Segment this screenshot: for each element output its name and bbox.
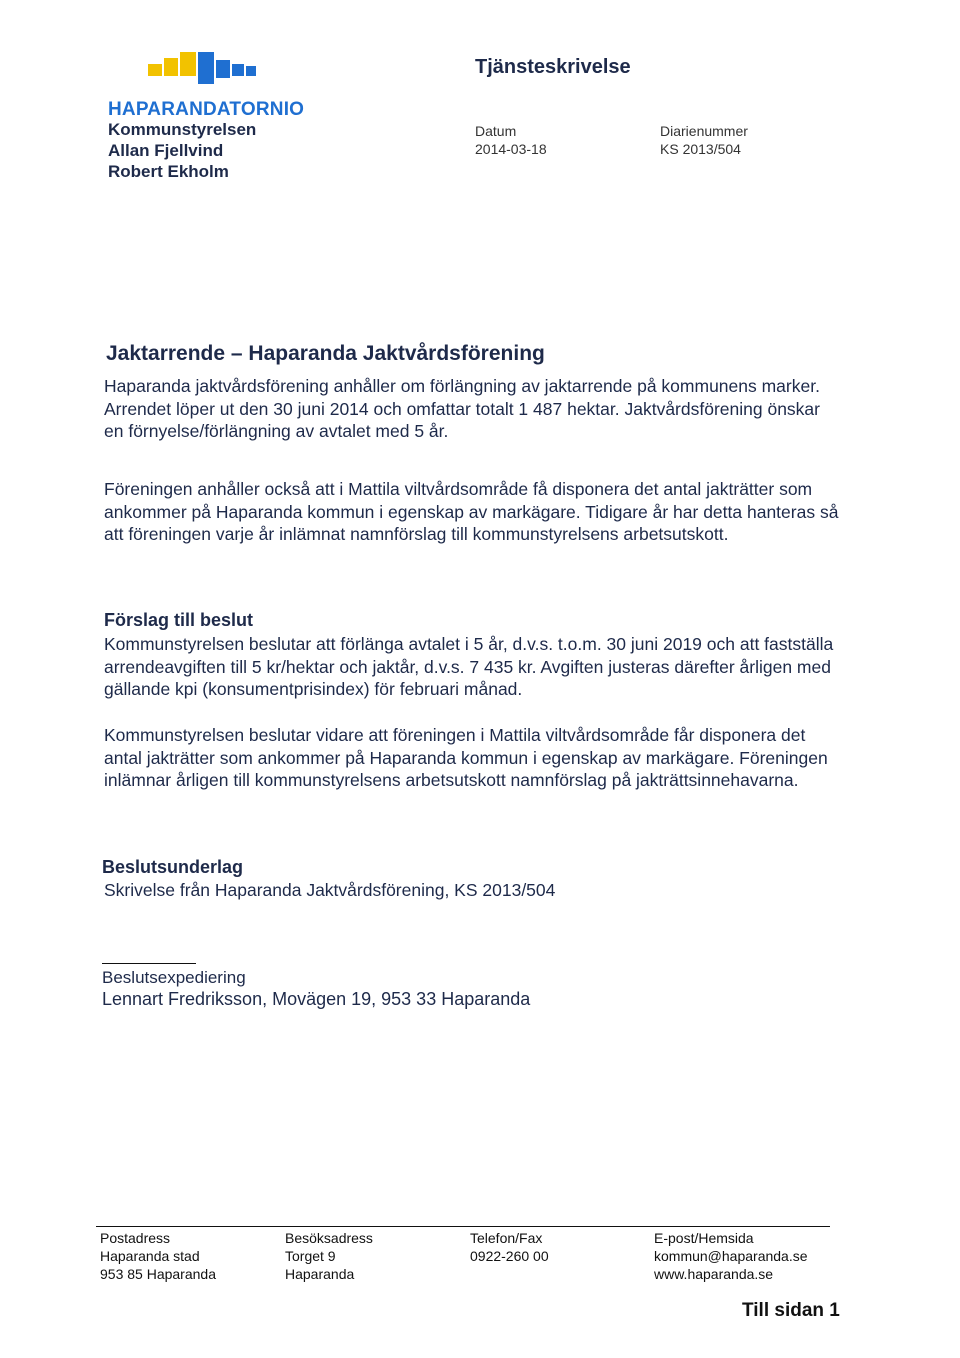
expedition-heading: Beslutsexpediering (102, 968, 246, 987)
diary-value: KS 2013/504 (660, 141, 741, 157)
body-paragraph-2 (104, 478, 844, 546)
footer-label: Postadress (100, 1230, 171, 1246)
expedition-divider (102, 963, 196, 964)
footer-email-link[interactable]: kommun@haparanda.se (654, 1248, 808, 1264)
footer-visiting-address (285, 1229, 373, 1283)
basis-text (104, 879, 844, 902)
next-page-indicator: Till sidan 1 (742, 1300, 840, 1321)
footer-line: 953 85 Haparanda (100, 1266, 216, 1282)
municipality-logo (108, 50, 308, 98)
paragraph-text: Föreningen anhåller också att i Mattila viltvårdsområde få disponera det antal jakträtter som ankommer på Haparanda kommun i egenskap av markägare. Tidigare år har detta hanteras så att föreningen varje år inlämnat namnförslag till kommunstyrelsens arbetsutskott. (104, 479, 839, 544)
sender-name-2: Robert Ekholm (108, 162, 229, 181)
proposal-heading: Förslag till beslut (104, 610, 254, 630)
paragraph-text: Skrivelse från Haparanda Jaktvårdsförening, KS 2013/504 (104, 880, 556, 900)
body-paragraph-1 (104, 375, 844, 443)
date-block (475, 122, 547, 158)
page-title: Jaktarrende – Haparanda Jaktvårdsförening (106, 342, 545, 365)
footer-website-link[interactable]: www.haparanda.se (654, 1266, 774, 1282)
footer-web (654, 1229, 808, 1283)
footer-label: E-post/Hemsida (654, 1230, 754, 1246)
footer-label: Besöksadress (285, 1230, 373, 1246)
paragraph-text: Haparanda jaktvårdsförening anhåller om förlängning av jaktarrende på kommunens marker. Arrendet löper ut den 30 juni 2014 och omfattar totalt 1 487 hektar. Jaktvårdsförening önskar en förnyelse/förlängning av avtalet med 5 år. (104, 376, 820, 441)
sender-block (108, 119, 256, 182)
paragraph-text: Kommunstyrelsen beslutar vidare att föreningen i Mattila viltvårdsområde får disponera det antal jakträtter som ankommer på Haparanda kommun i egenskap av markägare. Föreningen inlämnar årligen till kommunstyrelsens arbetsutskott namnförslag på jakträttsinnehavarna. (104, 725, 828, 790)
footer-label: Telefon/Fax (470, 1230, 543, 1246)
footer-line: Haparanda stad (100, 1248, 200, 1264)
sender-name-1: Allan Fjellvind (108, 141, 224, 160)
footer-phone (470, 1229, 549, 1265)
basis-heading: Beslutsunderlag (102, 857, 244, 877)
date-label: Datum (475, 123, 517, 139)
diary-block (660, 122, 748, 158)
expedition-recipient: Lennart Fredriksson, Movägen 19, 953 33 Haparanda (102, 989, 531, 1009)
diary-label: Diarienummer (660, 123, 748, 139)
footer-line: 0922-260 00 (470, 1248, 549, 1264)
footer-divider (96, 1226, 830, 1227)
proposal-paragraph-1 (104, 633, 844, 701)
footer-postal-address (100, 1229, 216, 1283)
paragraph-text: Kommunstyrelsen beslutar att förlänga avtalet i 5 år, d.v.s. t.o.m. 30 juni 2019 och att fastställa arrendeavgiften till 5 kr/hektar och jaktår, d.v.s. 7 435 kr. Avgiften justeras därefter årligen med gällande kpi (konsumentprisindex) för februari månad. (104, 634, 834, 699)
date-value: 2014-03-18 (475, 141, 547, 157)
logo-wordmark: HAPARANDATORNIO (108, 99, 305, 120)
sender-department: Kommunstyrelsen (108, 120, 257, 139)
footer-line: Haparanda (285, 1266, 355, 1282)
footer-line: Torget 9 (285, 1248, 336, 1264)
document-type: Tjänsteskrivelse (475, 56, 631, 78)
proposal-paragraph-2 (104, 724, 844, 792)
